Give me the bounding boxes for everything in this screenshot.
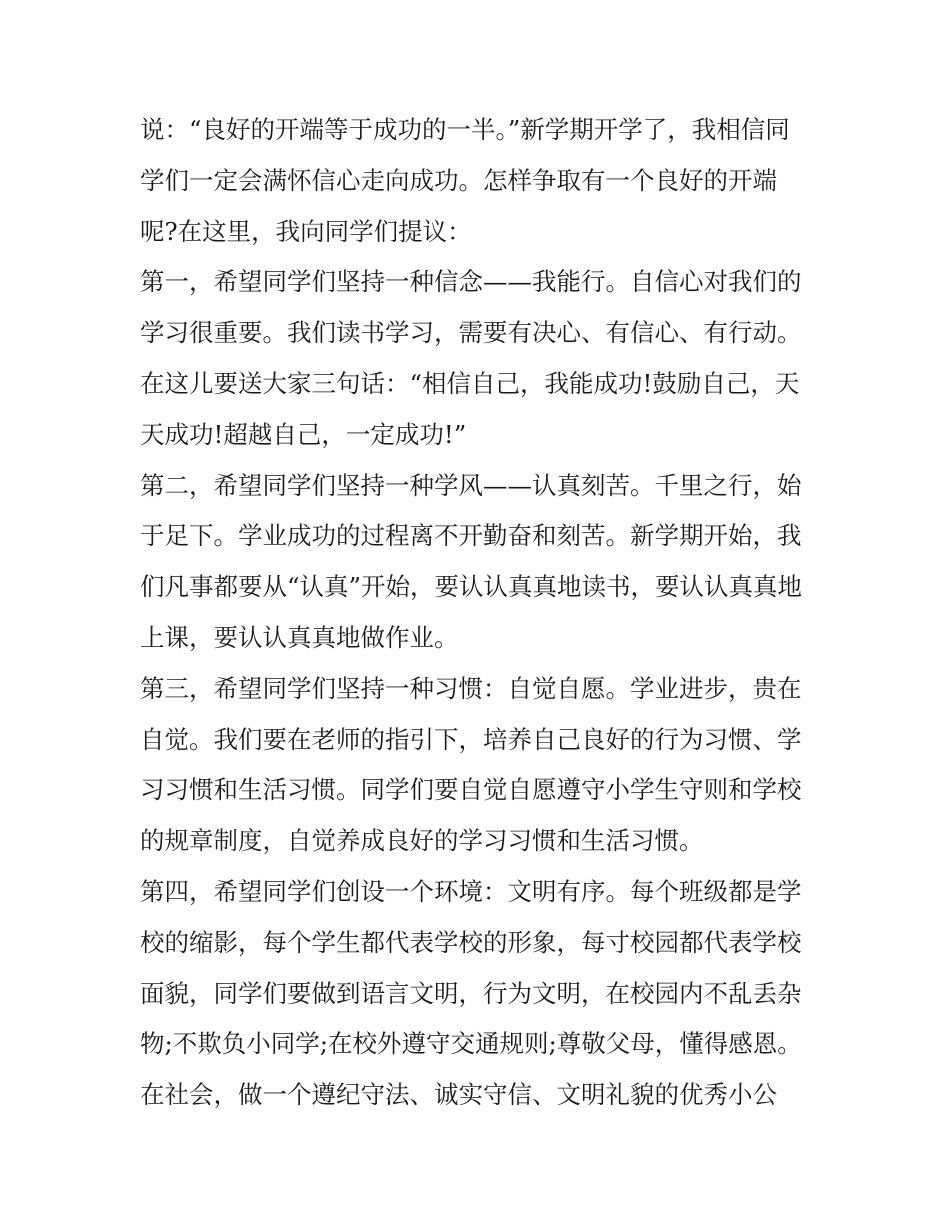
text-line: 天成功!超越自己，一定成功!” [140,419,467,449]
text-line: 第二，希望同学们坚持一种学风——认真刻苦。千里之行，始 [140,470,802,500]
text-line: 们凡事都要从“认真”开始，要认认真真地读书，要认认真真地 [140,572,803,602]
text-line: 于足下。学业成功的过程离不开勤奋和刻苦。新学期开始，我 [140,521,802,551]
text-line: 上课，要认认真真地做作业。 [140,622,459,652]
text-line: 物;不欺负小同学;在校外遵守交通规则;尊敬父母，懂得感恩。 [140,1029,802,1059]
text-line: 在社会，做一个遵纪守法、诚实守信、文明礼貌的优秀小公 [140,1080,777,1110]
text-line: 习习惯和生活习惯。同学们要自觉自愿遵守小学生守则和学校 [140,775,802,805]
text-line: 面貌，同学们要做到语言文明，行为文明，在校园内不乱丢杂 [140,978,802,1008]
text-line: 的规章制度，自觉养成良好的学习习惯和生活习惯。 [140,826,704,856]
text-line: 自觉。我们要在老师的指引下，培养自己良好的行为习惯、学 [140,724,802,754]
text-line: 学们一定会满怀信心走向成功。怎样争取有一个良好的开端 [140,165,777,195]
text-line: 第三，希望同学们坚持一种习惯：自觉自愿。学业进步，贵在 [140,673,802,703]
document-body [140,105,830,1121]
text-line: 呢?在这里，我向同学们提议： [140,216,472,246]
text-line: 第一，希望同学们坚持一种信念——我能行。自信心对我们的 [140,267,802,297]
text-line: 第四，希望同学们创设一个环境：文明有序。每个班级都是学 [140,876,802,906]
text-line: 说：“良好的开端等于成功的一半。”新学期开学了，我相信同 [140,115,790,144]
text-line: 校的缩影，每个学生都代表学校的形象，每寸校园都代表学校 [140,927,802,957]
text-line: 学习很重要。我们读书学习，需要有决心、有信心、有行动。 [140,318,802,348]
text-line: 在这儿要送大家三句话：“相信自己，我能成功!鼓励自己，天 [140,368,800,398]
